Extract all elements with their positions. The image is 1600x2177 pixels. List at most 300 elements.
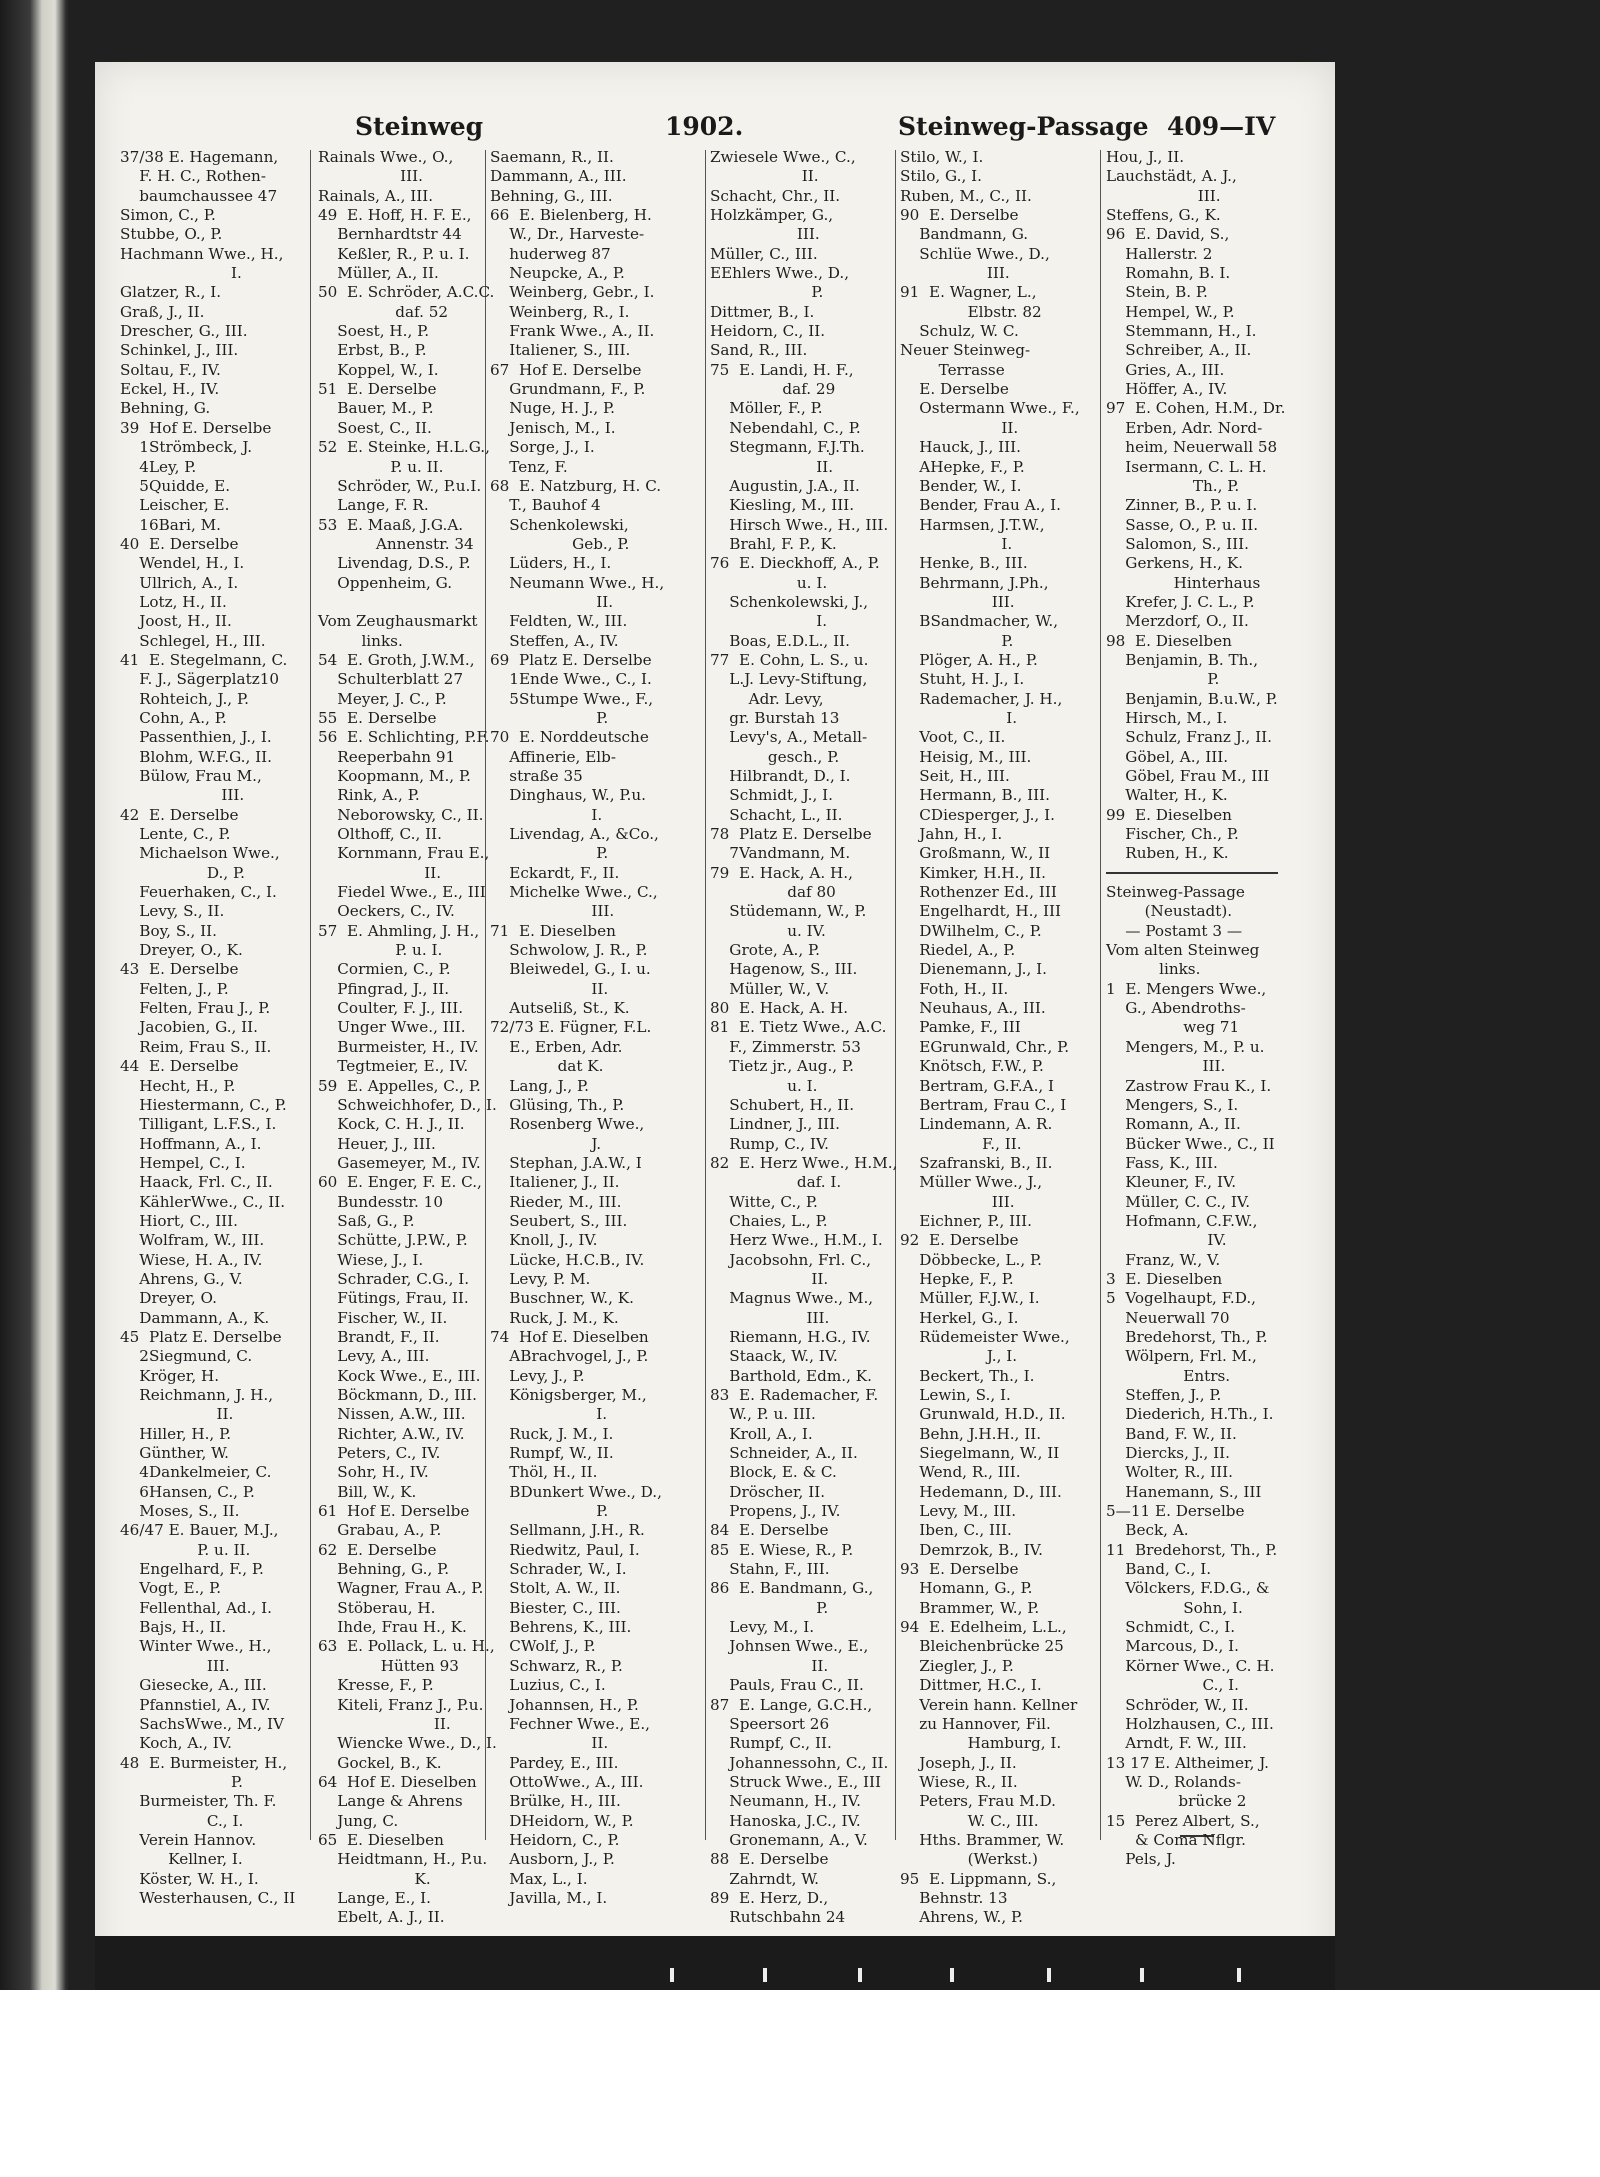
directory-entry-line: Dreyer, O., K. [120,941,243,960]
scan-edge-mark [1237,1968,1241,1982]
directory-entry-line: Schinkel, J., III. [120,341,239,360]
directory-entry-line: Westerhausen, C., II [120,1888,296,1907]
directory-entry-line: Sohr, H., IV. [318,1463,429,1482]
directory-entry-line: Affinerie, Elb- [490,747,616,766]
directory-entry-line: Sand, R., III. [710,341,808,360]
directory-entry-line: 88 E. Derselbe [710,1850,829,1869]
directory-entry-line: Krefer, J. C. L., P. [1106,592,1255,611]
directory-entry-line: AHepke, F., P. [900,457,1025,476]
directory-entry-line: 99 E. Dieselben [1106,805,1232,824]
directory-entry-line: Joseph, J., II. [900,1753,1017,1772]
directory-entry-line: Lange & Ahrens [318,1792,463,1811]
directory-entry-line: Gasemeyer, M., IV. [318,1153,481,1172]
directory-entry-line: III. [120,786,245,805]
directory-entry-line: 4Dankelmeier, C. [120,1463,272,1482]
scan-edge-mark [858,1968,862,1982]
directory-entry-line: Herkel, G., I. [900,1308,1019,1327]
directory-entry-line: Zastrow Frau K., I. [1106,1076,1272,1095]
directory-entry-line: W., P. u. III. [710,1405,816,1424]
directory-entry-line: II. [710,1656,829,1675]
directory-entry-line: Biester, C., III. [490,1598,621,1617]
directory-entry-line: ABrachvogel, J., P. [490,1347,649,1366]
directory-entry-line: 7Vandmann, M. [710,844,851,863]
directory-entry-line: Behning, G. [120,399,211,418]
directory-entry-line: Blohm, W.F.G., II. [120,747,272,766]
directory-entry-line: Michelke Wwe., C., [490,883,658,902]
directory-entry-line: I. [710,612,828,631]
directory-entry-line: Schulterblatt 27 [318,670,463,689]
directory-entry-line: Stilo, W., I. [900,148,984,166]
directory-entry-line: Engelhard, F., P. [120,1560,264,1579]
directory-entry-line: 1Ende Wwe., C., I. [490,670,652,689]
directory-entry-line: dat K. [490,1057,604,1076]
directory-entry-line: Knötsch, F.W., P. [900,1057,1044,1076]
directory-entry-line: Lotz, H., II. [120,592,227,611]
directory-entry-line: Stolt, A. W., II. [490,1579,621,1598]
scan-bottom-edge [95,1936,1335,1990]
directory-entry-line: III. [318,167,423,186]
directory-entry-line: Ruben, H., K. [1106,844,1229,863]
directory-entry-line: Grabau, A., P. [318,1521,442,1540]
directory-entry-line: 13 17 E. Altheimer, J. [1106,1753,1269,1772]
directory-entry-line: Winter Wwe., H., [120,1637,272,1656]
directory-entry-line: Ihde, Frau H., K. [318,1618,467,1637]
directory-entry-line: Kellner, I. [120,1850,243,1869]
directory-entry-line: Reim, Frau S., II. [120,1037,272,1056]
directory-entry-line: Schulz, Franz J., II. [1106,728,1272,747]
directory-entry-line: T., Bauhof 4 [490,496,601,515]
directory-entry-line: Jacobsohn, Frl. C., [710,1250,872,1269]
directory-entry-line: W. D., Rolands- [1106,1772,1241,1791]
directory-entry-line: Bajs, H., II. [120,1618,227,1637]
directory-entry-line: Adr. Levy, [710,689,824,708]
directory-entry-line: 60 E. Enger, F. E. C., [318,1173,482,1192]
directory-entry-line: 83 E. Rademacher, F. [710,1386,879,1404]
directory-entry-line: Autseliß, St., K. [490,999,630,1018]
directory-entry-line: Reichmann, J. H., [120,1386,274,1404]
directory-entry-line: Ebelt, A. J., II. [318,1908,445,1927]
directory-entry-line: Boy, S., II. [120,921,218,940]
directory-entry-line: Siegelmann, W., II [900,1444,1060,1463]
directory-entry-line: Hanemann, S., III [1106,1482,1262,1501]
directory-entry-line: Plöger, A. H., P. [900,650,1038,669]
directory-entry-line: Oeckers, C., IV. [318,902,455,921]
directory-entry-line: Brandt, F., II. [318,1327,440,1346]
directory-entry-line: E., Erben, Adr. [490,1037,623,1056]
directory-entry-line: Graß, J., II. [120,302,205,321]
directory-entry-line: 64 Hof E. Dieselben [318,1772,477,1791]
directory-entry-line: 6Hansen, C., P. [120,1482,255,1501]
directory-entry-line: Müller, C. C., IV. [1106,1192,1251,1211]
directory-entry-line: Jenisch, M., I. [490,418,616,437]
directory-entry-line: Walter, H., K. [1106,786,1228,805]
directory-entry-line: Weinberg, R., I. [490,302,630,321]
directory-entry-line: III. [710,1308,830,1327]
directory-entry-line: 67 Hof E. Derselbe [490,360,642,379]
column-rule [310,150,311,1840]
directory-entry-line: 82 E. Herz Wwe., H.M., [710,1153,898,1172]
directory-entry-line: Bill, W., K. [318,1482,417,1501]
directory-entry-line: II. [490,592,614,611]
directory-entry-line: Lewin, S., I. [900,1386,1011,1404]
directory-entry-line: Rosenberg Wwe., [490,1115,645,1134]
directory-entry-line: zu Hannover, Fil. [900,1714,1051,1733]
directory-entry-line: Fellenthal, Ad., I. [120,1598,272,1617]
directory-entry-line: Steffens, G., K. [1106,206,1221,225]
directory-entry-line: III. [490,902,615,921]
directory-column-6 [1106,148,1286,1869]
directory-entry-line: Bleiwedel, G., I. u. [490,960,651,979]
directory-entry-line: Gronemann, A., V. [710,1830,868,1849]
directory-entry-line: BDunkert Wwe., D., [490,1482,662,1501]
directory-entry-line: Zahrndt, W. [710,1869,820,1888]
directory-entry-line: Hoffmann, A., I. [120,1134,262,1153]
directory-entry-line: 70 E. Norddeutsche [490,728,649,747]
directory-entry-line: 85 E. Wiese, R., P. [710,1540,854,1559]
directory-entry-line: Gockel, B., K. [318,1753,442,1772]
directory-entry-line: EEhlers Wwe., D., [710,264,850,283]
directory-entry-line: Zwiesele Wwe., C., [710,148,856,166]
directory-entry-line: Moses, S., II. [120,1502,240,1521]
directory-entry-line: Brülke, H., III. [490,1792,621,1811]
directory-entry-line: P. [120,1772,244,1791]
directory-entry-line: Tietz jr., Aug., P. [710,1057,854,1076]
directory-entry-line: Geb., P. [490,534,630,553]
directory-entry-line: Wiencke Wwe., D., I. [318,1734,497,1753]
directory-entry-line: Reeperbahn 91 [318,747,456,766]
directory-entry-line: Bender, Frau A., I. [900,496,1061,515]
directory-entry-line: Soest, C., II. [318,418,432,437]
directory-entry-line: 41 E. Stegelmann, C. [120,650,288,669]
directory-entry-line: Möller, F., P. [710,399,823,418]
directory-entry-line: Heisig, M., III. [900,747,1032,766]
directory-entry-line: Steinweg-Passage [1106,883,1245,902]
directory-entry-line: Lange, F. R. [318,496,429,515]
directory-entry-line: Vogt, E., P. [120,1579,222,1598]
directory-column-5 [900,148,1100,1927]
directory-entry-line: J., I. [900,1347,1018,1366]
directory-entry-line: 76 E. Dieckhoff, A., P. [710,554,880,573]
directory-entry-line: III. [900,592,1015,611]
header-street-left: Steinweg [355,112,484,141]
directory-entry-line: Henke, B., III. [900,554,1028,573]
directory-entry-line: Brahl, F. P., K. [710,534,837,553]
directory-entry-line: Elbstr. 82 [900,302,1042,321]
directory-entry-line: Wiese, R., II. [900,1772,1018,1791]
directory-column-4 [710,148,898,1927]
directory-entry-line: Fischer, Ch., P. [1106,825,1239,844]
directory-entry-line: Mengers, M., P. u. [1106,1037,1265,1056]
directory-entry-line: Stephan, J.A.W., I [490,1153,642,1172]
directory-entry-line: Rump, C., IV. [710,1134,830,1153]
directory-entry-line: Bandmann, G. [900,225,1029,244]
directory-entry-line: Göbel, A., III. [1106,747,1229,766]
directory-entry-line: Hirsch Wwe., H., III. [710,515,889,534]
directory-entry-line: L.J. Levy-Stiftung, [710,670,868,689]
directory-entry-line: G., Abendroths- [1106,999,1246,1018]
directory-entry-line: 56 E. Schlichting, P.F. [318,728,490,747]
directory-entry-line: Lindemann, A. R. [900,1115,1053,1134]
directory-entry-line: Grunwald, H.D., II. [900,1405,1066,1424]
directory-entry-line: Kiteli, Franz J., P.u. [318,1695,484,1714]
directory-entry-line: Rohteich, J., P. [120,689,249,708]
directory-entry-line: 44 E. Derselbe [120,1057,239,1076]
directory-entry-line: heim, Neuerwall 58 [1106,438,1278,457]
directory-entry-line: 68 E. Natzburg, H. C. [490,476,662,495]
directory-entry-line: Beck, A. [1106,1521,1189,1540]
directory-entry-line: Hiort, C., III. [120,1211,238,1230]
directory-entry-line: Schwarz, R., P. [490,1656,623,1675]
directory-entry-line: Benjamin, B.u.W., P. [1106,689,1278,708]
directory-entry-line: CWolf, J., P. [490,1637,596,1656]
directory-entry-line: gr. Burstah 13 [710,708,840,727]
directory-entry-line: 2Siegmund, C. [120,1347,253,1366]
directory-entry-line: Ostermann Wwe., F., [900,399,1080,418]
directory-entry-line: 3 E. Dieselben [1106,1269,1223,1288]
directory-entry-line: 74 Hof E. Dieselben [490,1327,649,1346]
directory-entry-line [318,593,486,612]
directory-entry-line: Bleichenbrücke 25 [900,1637,1064,1656]
scan-edge-mark [1140,1968,1144,1982]
directory-entry-line: Feldten, W., III. [490,612,628,631]
directory-entry-line: Passenthien, J., I. [120,728,272,747]
directory-entry-line: Kröger, H. [120,1366,220,1385]
directory-entry-line: II. [710,167,819,186]
directory-entry-line: 61 Hof E. Derselbe [318,1502,470,1521]
directory-entry-line: Peters, Frau M.D. [900,1792,1056,1811]
directory-entry-line: Nissen, A.W., III. [318,1405,466,1424]
directory-entry-line: Terrasse [900,360,1005,379]
directory-entry-line: Ahrens, G., V. [120,1269,243,1288]
directory-entry-line: DHeidorn, W., P. [490,1811,634,1830]
directory-entry-line: Hirsch, M., I. [1106,708,1228,727]
directory-entry-line: Saß, G., P. [318,1211,415,1230]
directory-entry-line: Franz, W., V. [1106,1250,1221,1269]
directory-entry-line: Neumann, H., IV. [710,1792,861,1811]
directory-entry-line: Bender, W., I. [900,476,1022,495]
directory-entry-line: I. [120,264,242,283]
directory-entry-line: Hecht, H., P. [120,1076,236,1095]
directory-entry-line: weg 71 [1106,1018,1240,1037]
directory-entry-line: Schacht, Chr., II. [710,186,841,205]
directory-entry-line: D., P. [120,863,245,882]
directory-entry-line: Jacobien, G., II. [120,1018,259,1037]
directory-entry-line: Kock Wwe., E., III. [318,1366,481,1385]
directory-entry-line: huderweg 87 [490,244,611,263]
directory-entry-line: Kornmann, Frau E., [318,844,490,863]
directory-entry-line: 87 E. Lange, G.C.H., [710,1695,873,1714]
directory-entry-line: Behn, J.H.H., II. [900,1424,1042,1443]
directory-entry-line: Beckert, Th., I. [900,1366,1035,1385]
directory-entry-line: Stemmann, H., I. [1106,322,1257,341]
directory-entry-line: brücke 2 [1106,1792,1247,1811]
directory-entry-line: Oppenheim, G. [318,573,453,592]
directory-entry-line: II. [120,1405,234,1424]
directory-entry-line: (Neustadt). [1106,902,1233,921]
directory-entry-line: 42 E. Derselbe [120,805,239,824]
directory-entry-line: Zinner, B., P. u. I. [1106,496,1258,515]
directory-entry-line: Eckel, H., IV. [120,380,220,399]
directory-entry-line: Schweichhofer, D., I. [318,1095,497,1114]
directory-entry-line: Rink, A., P. [318,786,420,805]
directory-entry-line: Hempel, W., P. [1106,302,1235,321]
directory-entry-line: P. u. II. [318,457,444,476]
directory-entry-line: P. [710,1598,829,1617]
directory-entry-line: Dinghaus, W., P.u. [490,786,646,805]
directory-entry-line: F. H. C., Rothen- [120,167,266,186]
directory-entry-line: Dammann, A., K. [120,1308,270,1327]
directory-entry-line: Dienemann, J., I. [900,960,1047,979]
directory-entry-line: 94 E. Edelheim, L.L., [900,1618,1067,1637]
directory-entry-line: Levy, M., I. [710,1618,815,1637]
directory-entry-line: II. [710,457,834,476]
directory-entry-line: Haack, Frl. C., II. [120,1173,273,1192]
directory-entry-line: Levy, S., II. [120,902,225,921]
directory-entry-line: Heidorn, C., II. [710,322,826,341]
directory-entry-line: 81 E. Tietz Wwe., A.C. [710,1018,887,1037]
directory-entry-line: Seit, H., III. [900,767,1010,785]
directory-entry-line: Felten, J., P. [120,979,229,998]
directory-entry-line: Rothenzer Ed., III [900,883,1057,902]
directory-entry-line: C., I. [120,1811,244,1830]
directory-entry-line: 63 E. Pollack, L. u. H., [318,1637,495,1656]
directory-entry-line: Neuhaus, A., III. [900,999,1046,1018]
directory-entry-line: Sellmann, J.H., R. [490,1521,645,1540]
directory-entry-line: 50 E. Schröder, A.C.C. [318,283,495,302]
column-rule [1100,150,1101,1840]
directory-entry-line: Max, L., I. [490,1869,588,1888]
directory-entry-line: Erbst, B., P. [318,341,427,360]
directory-entry-line: Johannsen, H., P. [490,1695,639,1714]
directory-entry-line: Witte, C., P. [710,1192,818,1211]
directory-entry-line: Pels, J. [1106,1850,1176,1869]
directory-entry-line: Behnstr. 13 [900,1888,1008,1907]
directory-entry-line: Mengers, S., I. [1106,1095,1239,1114]
directory-entry-line: Schubert, H., II. [710,1095,855,1114]
directory-entry-line: Schütte, J.P.W., P. [318,1231,468,1250]
directory-entry-line: OttoWwe., A., III. [490,1772,644,1791]
directory-entry-line: 46/47 E. Bauer, M.J., [120,1521,279,1540]
directory-entry-line: Vom alten Steinweg [1106,941,1260,960]
directory-entry-line: 77 E. Cohn, L. S., u. [710,650,869,669]
directory-entry-line: Müller, C., III. [710,244,818,263]
directory-entry-line: Luzius, C., I. [490,1676,606,1695]
directory-entry-line: DWilhelm, C., P. [900,921,1042,940]
directory-entry-line: Ruck, J. M., I. [490,1424,614,1443]
directory-entry-line: II. [710,1269,829,1288]
directory-entry-line: Gerkens, H., K. [1106,554,1244,573]
directory-entry-line: Hanoska, J.C., IV. [710,1811,861,1830]
directory-entry-line: Stüdemann, W., P. [710,902,867,921]
directory-entry-line: Schenkolewski, [490,515,629,534]
directory-entry-line: Sorge, J., I. [490,438,595,457]
directory-entry-line: Demrzok, B., IV. [900,1540,1043,1559]
directory-entry-line: Barthold, Edm., K. [710,1366,872,1385]
directory-entry-line: Pauls, Frau C., II. [710,1676,864,1695]
directory-entry-line: Stilo, G., I. [900,167,982,186]
directory-entry-line: Böckmann, D., III. [318,1386,477,1404]
directory-entry-line: 69 Platz E. Derselbe [490,650,652,669]
directory-entry-line: Michaelson Wwe., [120,844,280,863]
directory-entry-line: Coulter, F. J., III. [318,999,464,1018]
directory-entry-line: Herz Wwe., H.M., I. [710,1231,883,1250]
directory-entry-line: Levy, A., III. [318,1347,430,1366]
directory-entry-line: — Postamt 3 — [1106,921,1243,940]
directory-entry-line: 51 E. Derselbe [318,380,437,399]
directory-column-2 [318,148,497,1927]
directory-entry-line: u. I. [710,573,828,592]
directory-entry-line: Pardey, E., III. [490,1753,619,1772]
directory-entry-line: Drescher, G., III. [120,322,248,341]
directory-entry-line: Iben, C., III. [900,1521,1012,1540]
directory-entry-line: 93 E. Derselbe [900,1560,1019,1579]
directory-entry-line: Keßler, R., P. u. I. [318,244,470,263]
directory-entry-line: I. [490,1405,608,1424]
directory-entry-line: Koopmann, M., P. [318,767,471,785]
directory-entry-line: Hou, J., II. [1106,148,1185,166]
directory-column-3 [490,148,704,1907]
directory-entry-line: KählerWwe., C., II. [120,1192,286,1211]
directory-entry-line: 37/38 E. Hagemann, [120,148,279,166]
directory-entry-line: Italiener, S., III. [490,341,631,360]
directory-entry-line: F. J., Sägerplatz10 [120,670,280,689]
directory-entry-line: Rademacher, J. H., [900,689,1063,708]
directory-entry-line: 75 E. Landi, H. F., [710,360,854,379]
directory-entry-line: Hiller, H., P. [120,1424,232,1443]
directory-entry-line: Livendag, A., &Co., [490,825,659,844]
directory-entry-line: SachsWwe., M., IV [120,1714,284,1733]
directory-entry-line: P. u. I. [318,941,443,960]
directory-entry-line: Schlüe Wwe., D., [900,244,1050,263]
directory-entry-line: Hths. Brammer, W. [900,1830,1065,1849]
directory-entry-line: Rieder, M., III. [490,1192,622,1211]
directory-entry-line: Fass, K., III. [1106,1153,1218,1172]
directory-entry-line: Steffen, J., P. [1106,1386,1222,1404]
directory-entry-line: gesch., P. [710,747,840,766]
directory-entry-line: 98 E. Dieselben [1106,631,1232,650]
directory-entry-line: Fischer, W., II. [318,1308,448,1327]
directory-entry-line: Harmsen, J.T.W., [900,515,1045,534]
scan-edge-mark [670,1968,674,1982]
directory-entry-line: Chaies, L., P. [710,1211,828,1230]
directory-entry-line: Schneider, A., II. [710,1444,858,1463]
directory-entry-line: Bertram, Frau C., I [900,1095,1067,1114]
directory-entry-line: Neupcke, A., P. [490,264,625,283]
directory-entry-line: Vom Zeughausmarkt [318,612,478,631]
directory-entry-line: I. [490,805,603,824]
directory-entry-line: Wolfram, W., III. [120,1231,265,1250]
directory-entry-line: Behrens, K., III. [490,1618,632,1637]
directory-entry-line: Hamburg, I. [900,1734,1062,1753]
directory-entry-line: 92 E. Derselbe [900,1231,1019,1250]
directory-entry-line: 49 E. Hoff, H. F. E., [318,206,472,225]
directory-entry-line: Frank Wwe., A., II. [490,322,655,341]
directory-entry-line: Hachmann Wwe., H., [120,244,284,263]
directory-entry-line: W., Dr., Harveste- [490,225,645,244]
directory-entry-line: Behrmann, J.Ph., [900,573,1049,592]
directory-entry-line: P. [490,844,609,863]
directory-entry-line: Fechner Wwe., E., [490,1714,650,1733]
directory-entry-line: Giesecke, A., III. [120,1676,267,1695]
scan-edge-mark [763,1968,767,1982]
directory-entry-line: III. [900,1192,1015,1211]
directory-entry-line: Wölpern, Frl. M., [1106,1347,1257,1366]
directory-entry-line: Stöberau, H. [318,1598,436,1617]
directory-entry-line: Dittmer, H.C., I. [900,1676,1042,1695]
directory-entry-line: Stahn, F., III. [710,1560,830,1579]
directory-entry-line: Foth, H., II. [900,979,1009,998]
directory-entry-line: Entrs. [1106,1366,1231,1385]
